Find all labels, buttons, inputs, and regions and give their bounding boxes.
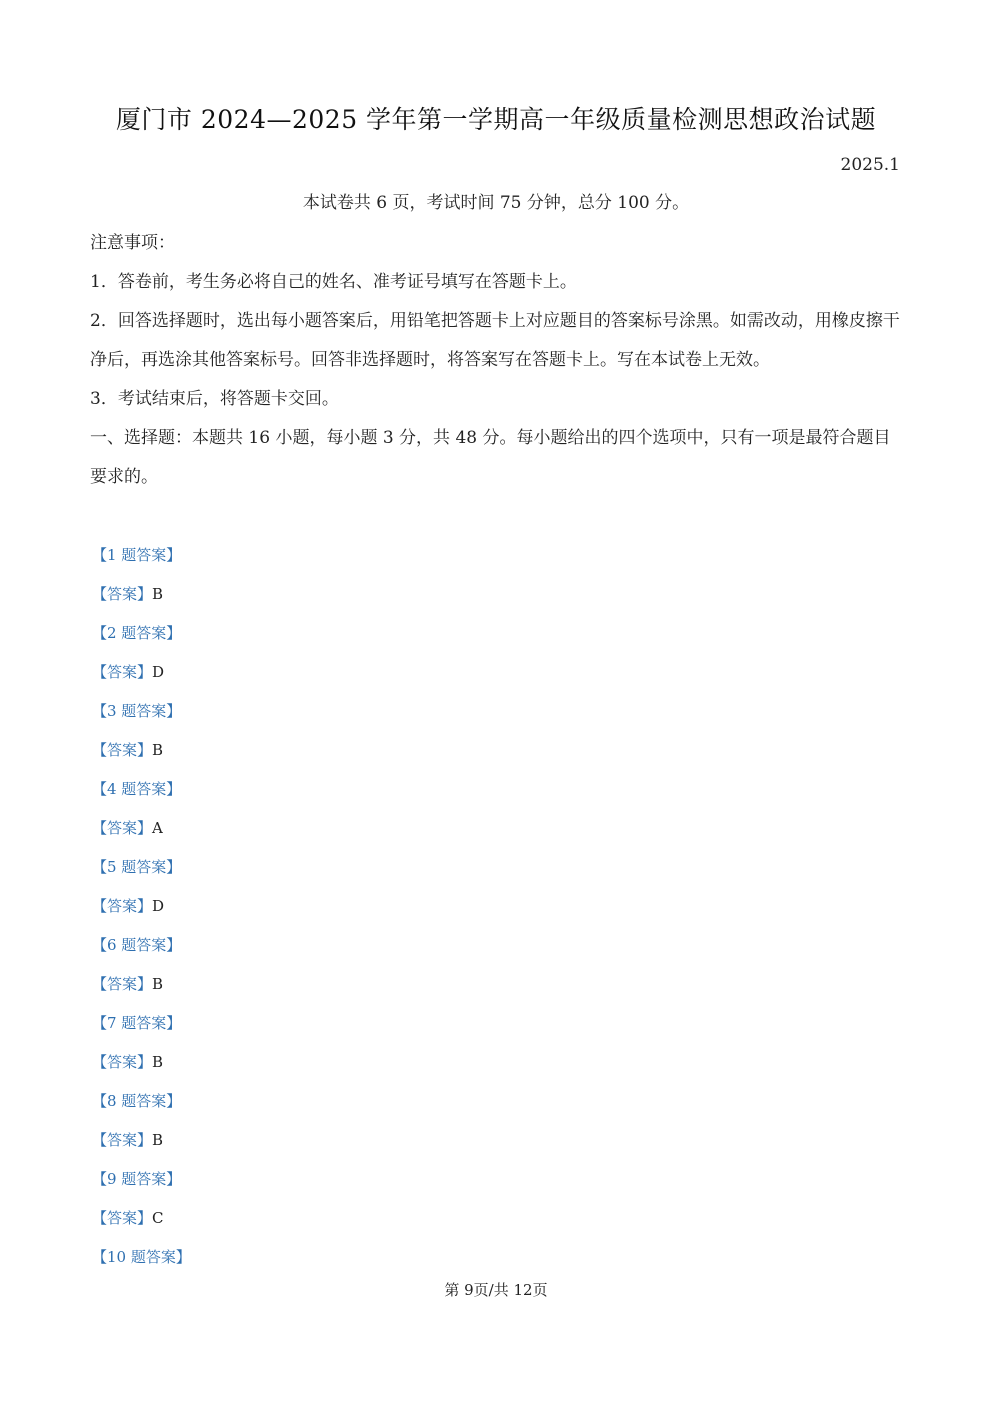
answer-label: 【答案】 (92, 1209, 153, 1227)
exam-info: 本试卷共 6 页，考试时间 75 分钟，总分 100 分。 (302, 193, 690, 213)
question-title-row (92, 1238, 692, 1277)
answer-row (92, 653, 692, 692)
document-date: 2025.1 (840, 155, 900, 175)
question-title: 【2 题答案】 (92, 624, 182, 642)
answer-row (92, 1121, 692, 1160)
question-title: 【10 题答案】 (92, 1248, 191, 1266)
question-title-row (92, 614, 692, 653)
answer-label: 【答案】 (92, 585, 153, 603)
question-title: 【4 题答案】 (92, 780, 182, 798)
question-title-row (92, 848, 692, 887)
question-title: 【7 题答案】 (92, 1014, 182, 1032)
notice-item-3: 3．考试结束后，将答题卡交回。 (90, 389, 339, 409)
question-title-row (92, 1160, 692, 1199)
answer-row (92, 1043, 692, 1082)
answer-label: 【答案】 (92, 897, 153, 915)
answer-label: 【答案】 (92, 1053, 153, 1071)
page-number: 第 9页/共 12页 (444, 1281, 548, 1299)
answer-value: B (152, 1053, 164, 1071)
question-title: 【9 题答案】 (92, 1170, 182, 1188)
question-title: 【3 题答案】 (92, 702, 182, 720)
answer-value: A (152, 819, 163, 837)
notices-heading: 注意事项： (90, 233, 175, 253)
question-title-row (92, 1004, 692, 1043)
answer-list (92, 536, 692, 1277)
answer-label: 【答案】 (92, 741, 153, 759)
answer-row (92, 887, 692, 926)
answer-value: D (152, 897, 165, 915)
answer-row (92, 575, 692, 614)
document-title: 厦门市 2024—2025 学年第一学期高一年级质量检测思想政治试题 (115, 105, 877, 134)
question-title-row (92, 926, 692, 965)
notice-item-1: 1．答卷前，考生务必将自己的姓名、准考证号填写在答题卡上。 (90, 272, 577, 292)
answer-value: B (152, 585, 164, 603)
notices-section (90, 224, 905, 497)
answer-value: C (152, 1209, 164, 1227)
question-title-row (92, 536, 692, 575)
question-title-row (92, 1082, 692, 1121)
answer-label: 【答案】 (92, 819, 153, 837)
question-title: 【8 题答案】 (92, 1092, 182, 1110)
answer-label: 【答案】 (92, 1131, 153, 1149)
section-heading: 一、选择题：本题共 16 小题，每小题 3 分，共 48 分。每小题给出的四个选项中，只有一项是最符合题目要求的。 (90, 428, 891, 487)
question-title: 【5 题答案】 (92, 858, 182, 876)
answer-label: 【答案】 (92, 975, 153, 993)
answer-row (92, 731, 692, 770)
answer-value: B (152, 975, 164, 993)
question-title: 【1 题答案】 (92, 546, 182, 564)
notice-item-2: 2．回答选择题时，选出每小题答案后，用铅笔把答题卡上对应题目的答案标号涂黑。如需改动，用橡皮擦干净后，再选涂其他答案标号。回答非选择题时，将答案写在答题卡上。写在本试卷上无效。 (90, 311, 900, 370)
question-title: 【6 题答案】 (92, 936, 182, 954)
answer-row (92, 809, 692, 848)
answer-value: B (152, 741, 164, 759)
answer-value: D (152, 663, 165, 681)
answer-value: B (152, 1131, 164, 1149)
question-title-row (92, 770, 692, 809)
question-title-row (92, 692, 692, 731)
answer-row (92, 965, 692, 1004)
answer-row (92, 1199, 692, 1238)
answer-label: 【答案】 (92, 663, 153, 681)
